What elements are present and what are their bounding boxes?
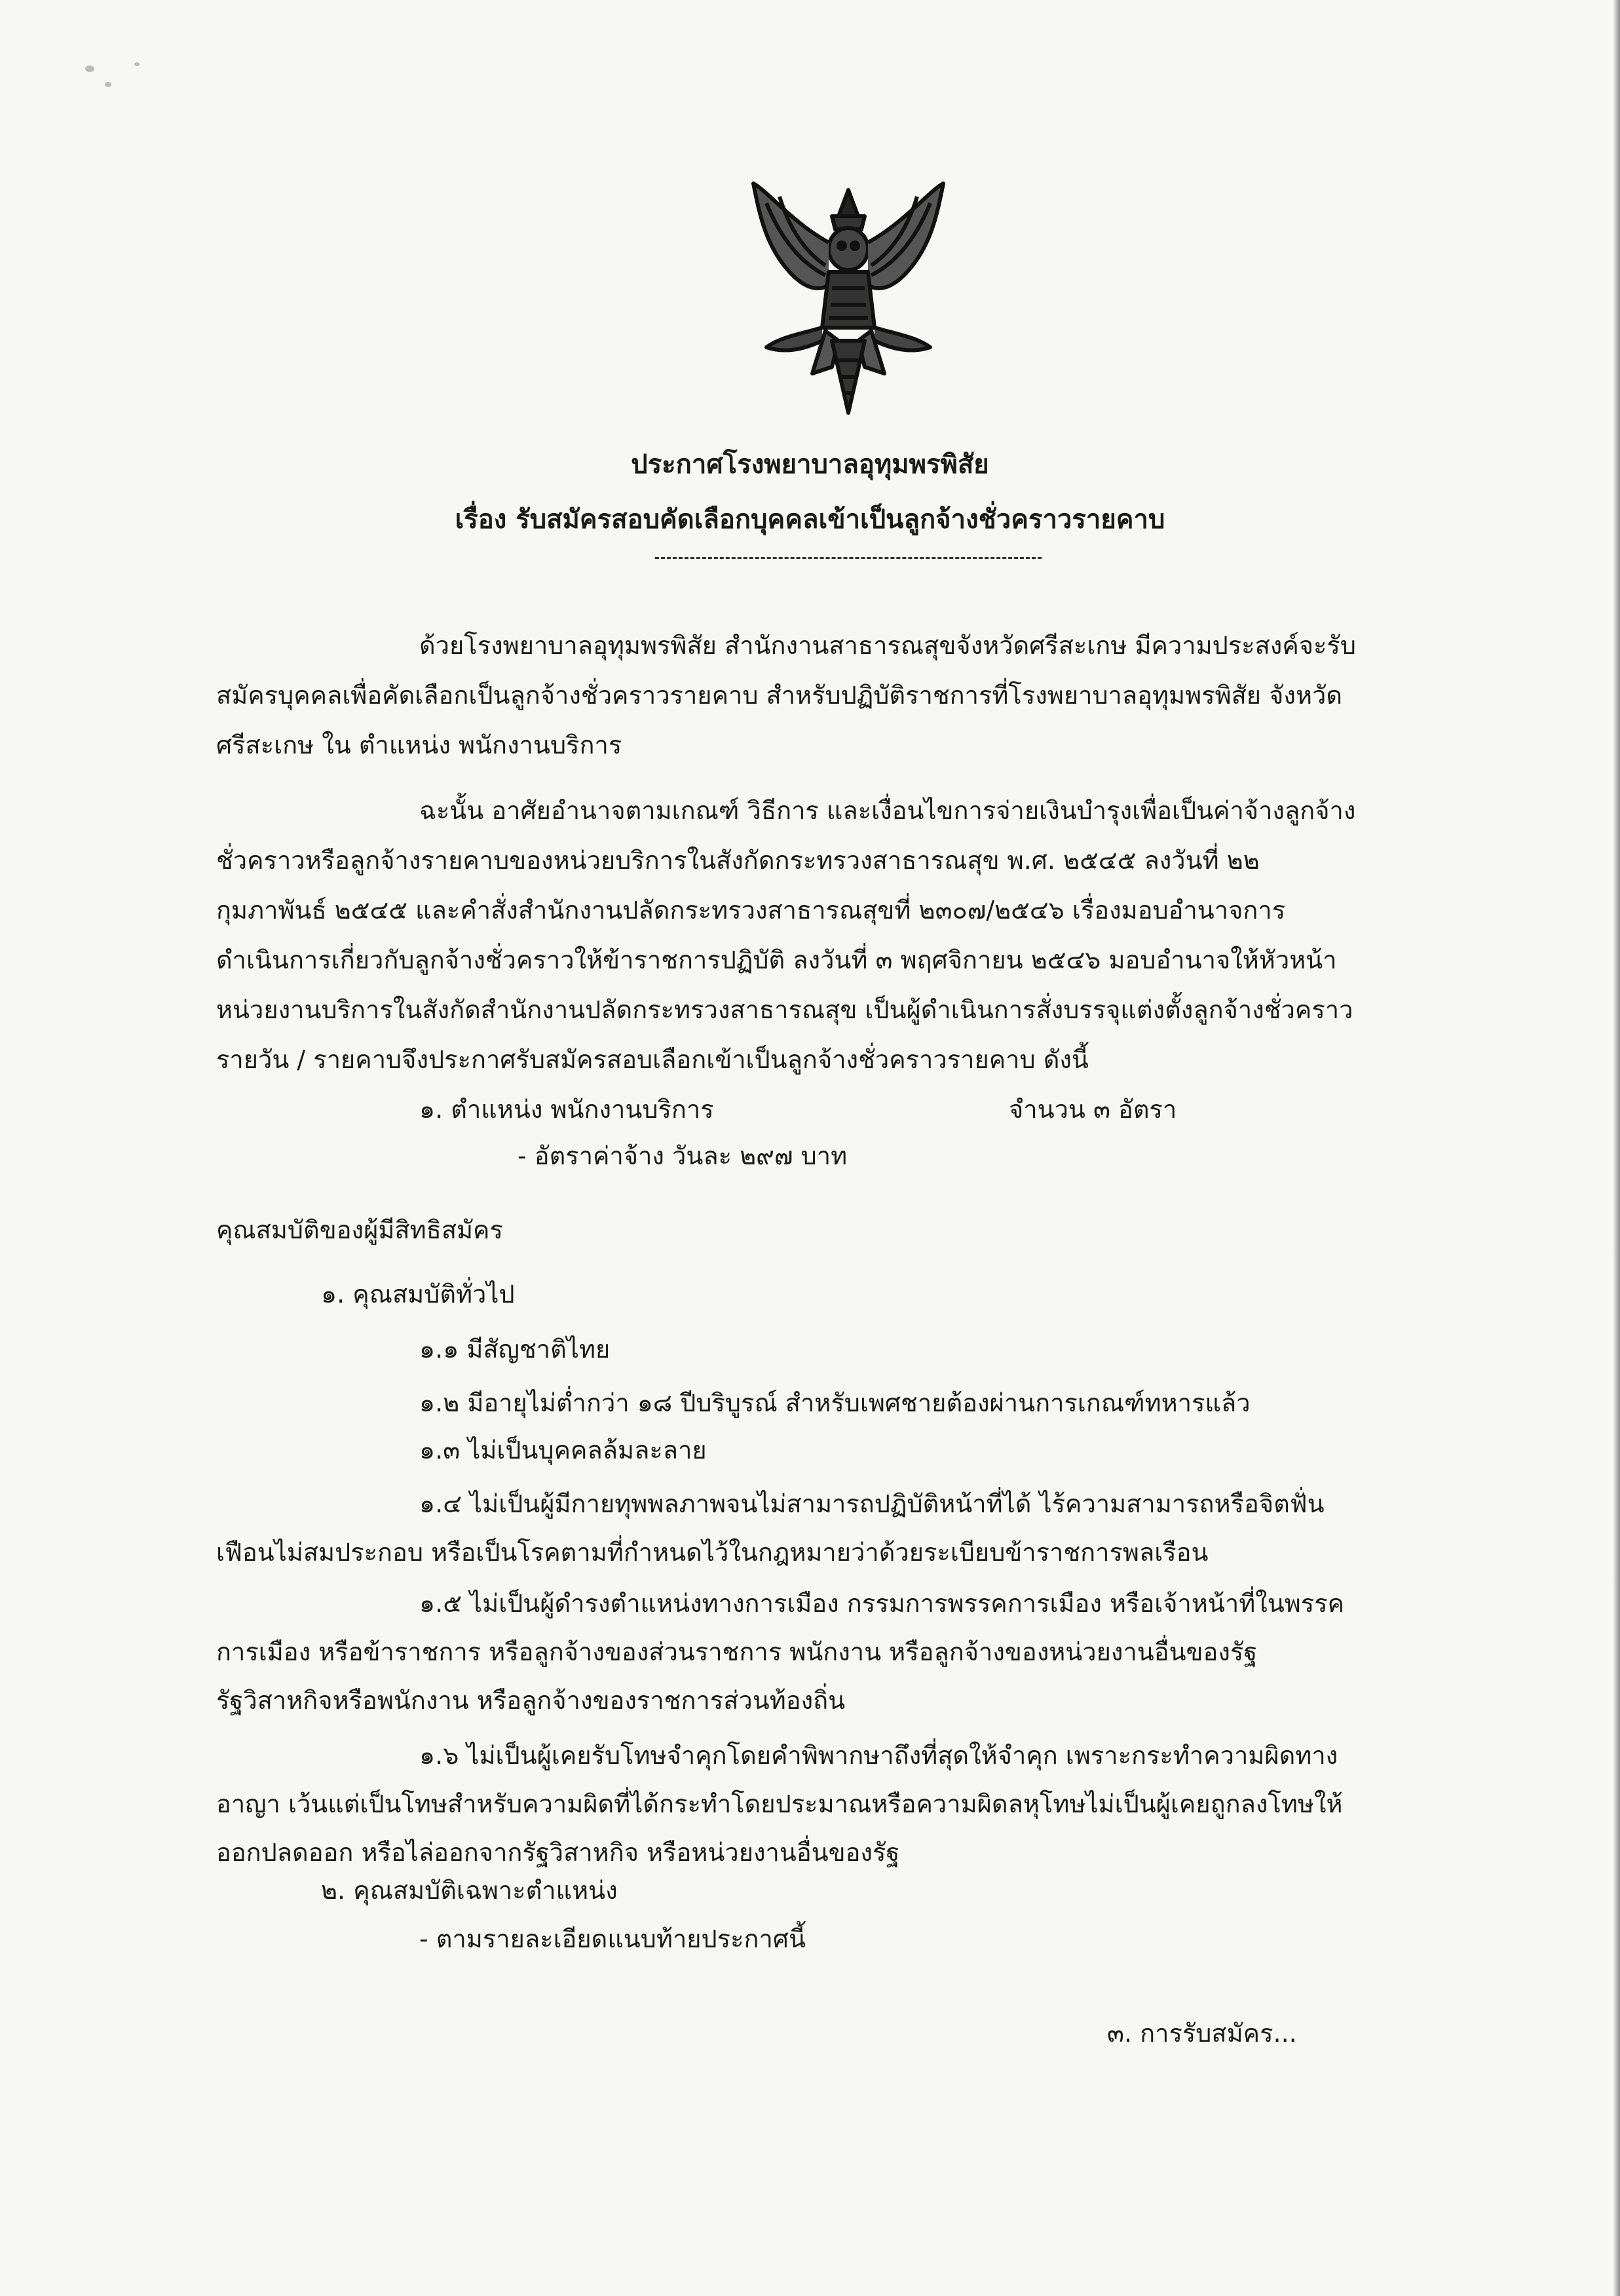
specific-heading: ๒. คุณสมบัติเฉพาะตำแหน่ง [321,1876,618,1905]
title-divider [655,557,1042,559]
general-item: รัฐวิสาหกิจหรือพนักงาน หรือลูกจ้างของราชการส่วนท้องถิ่น [216,1686,846,1715]
general-item: อาญา เว้นแต่เป็นโทษสำหรับความผิดที่ได้กระทำโดยประมาณหรือความผิดลหุโทษไม่เป็นผู้เคยถูกลงโทษให้ [216,1789,1343,1818]
intro-line: สมัครบุคคลเพื่อคัดเลือกเป็นลูกจ้างชั่วคราวรายคาบ สำหรับปฏิบัติราชการที่โรงพยาบาลอุทุมพรพิสัย จังหวัด [216,681,1343,710]
authority-line: รายวัน / รายคาบจึงประกาศรับสมัครสอบเลือกเข้าเป็นลูกจ้างชั่วคราวรายคาบ ดังนี้ [216,1045,1089,1074]
scan-speck [85,66,94,72]
authority-line: ดำเนินการเกี่ยวกับลูกจ้างชั่วคราวให้ข้าราชการปฏิบัติ ลงวันที่ ๓ พฤศจิกายน ๒๕๔๖ มอบอำนาจให้หัวหน้า [216,946,1337,974]
scan-edge-shadow [1613,0,1620,2296]
scan-speck [105,82,111,87]
general-item: ๑.๒ มีอายุไม่ต่ำกว่า ๑๘ ปีบริบูรณ์ สำหรับเพศชายต้องผ่านการเกณฑ์ทหารแล้ว [419,1388,1251,1417]
general-item: ๑.๓ ไม่เป็นบุคคลล้มละลาย [419,1436,707,1464]
authority-line: หน่วยงานบริการในสังกัดสำนักงานปลัดกระทรวงสาธารณสุข เป็นผู้ดำเนินการสั่งบรรจุแต่งตั้งลูกจ้างชั่วคราว [216,995,1353,1024]
general-item: ๑.๕ ไม่เป็นผู้ดำรงตำแหน่งทางการเมือง กรรมการพรรคการเมือง หรือเจ้าหน้าที่ในพรรค [419,1589,1345,1618]
intro-line: ศรีสะเกษ ใน ตำแหน่ง พนักงานบริการ [216,731,622,759]
intro-line: ด้วยโรงพยาบาลอุทุมพรพิสัย สำนักงานสาธารณสุขจังหวัดศรีสะเกษ มีความประสงค์จะรับ [419,631,1356,660]
general-item: เฟือนไม่สมประกอบ หรือเป็นโรคตามที่กำหนดไว้ในกฎหมายว่าด้วยระเบียบข้าราชการพลเรือน [216,1538,1209,1567]
page-title: ประกาศโรงพยาบาลอุทุมพรพิสัย [631,450,989,480]
continuation-marker: ๓. การรับสมัคร... [1107,2019,1297,2048]
position-wage: - อัตราค่าจ้าง วันละ ๒๙๗ บาท [518,1141,848,1170]
general-item: ออกปลดออก หรือไล่ออกจากรัฐวิสาหกิจ หรือหน่วยงานอื่นของรัฐ [216,1838,900,1867]
position-count: จำนวน ๓ อัตรา [1009,1095,1177,1124]
specific-item: - ตามรายละเอียดแนบท้ายประกาศนี้ [419,1924,806,1953]
general-item: ๑.๑ มีสัญชาติไทย [419,1335,611,1364]
authority-line: ฉะนั้น อาศัยอำนาจตามเกณฑ์ วิธีการ และเงื่อนไขการจ่ายเงินบำรุงเพื่อเป็นค่าจ้างลูกจ้าง [419,796,1356,825]
subject-line: เรื่อง รับสมัครสอบคัดเลือกบุคคลเข้าเป็นลูกจ้างชั่วคราวรายคาบ [455,505,1165,535]
position-label: ๑. ตำแหน่ง พนักงานบริการ [419,1095,714,1124]
qualifications-heading: คุณสมบัติของผู้มีสิทธิสมัคร [216,1215,503,1244]
general-item: ๑.๖ ไม่เป็นผู้เคยรับโทษจำคุกโดยคำพิพากษาถึงที่สุดให้จำคุก เพราะกระทำความผิดทาง [419,1741,1338,1770]
authority-line: กุมภาพันธ์ ๒๕๔๕ และคำสั่งสำนักงานปลัดกระทรวงสาธารณสุขที่ ๒๓๐๗/๒๕๔๖ เรื่องมอบอำนาจการ [216,896,1286,925]
general-heading: ๑. คุณสมบัติทั่วไป [321,1280,515,1309]
authority-line: ชั่วคราวหรือลูกจ้างรายคาบของหน่วยบริการในสังกัดกระทรวงสาธารณสุข พ.ศ. ๒๕๔๕ ลงวันที่ ๒๒ [216,846,1260,875]
garuda-emblem-icon [740,177,956,419]
general-item: การเมือง หรือข้าราชการ หรือลูกจ้างของส่วนราชการ พนักงาน หรือลูกจ้างของหน่วยงานอื่นของรัฐ [216,1637,1258,1666]
scan-speck [134,62,140,66]
general-item: ๑.๔ ไม่เป็นผู้มีกายทุพพลภาพจนไม่สามารถปฏิบัติหน้าที่ได้ ไร้ความสามารถหรือจิตฟั่น [419,1489,1325,1518]
